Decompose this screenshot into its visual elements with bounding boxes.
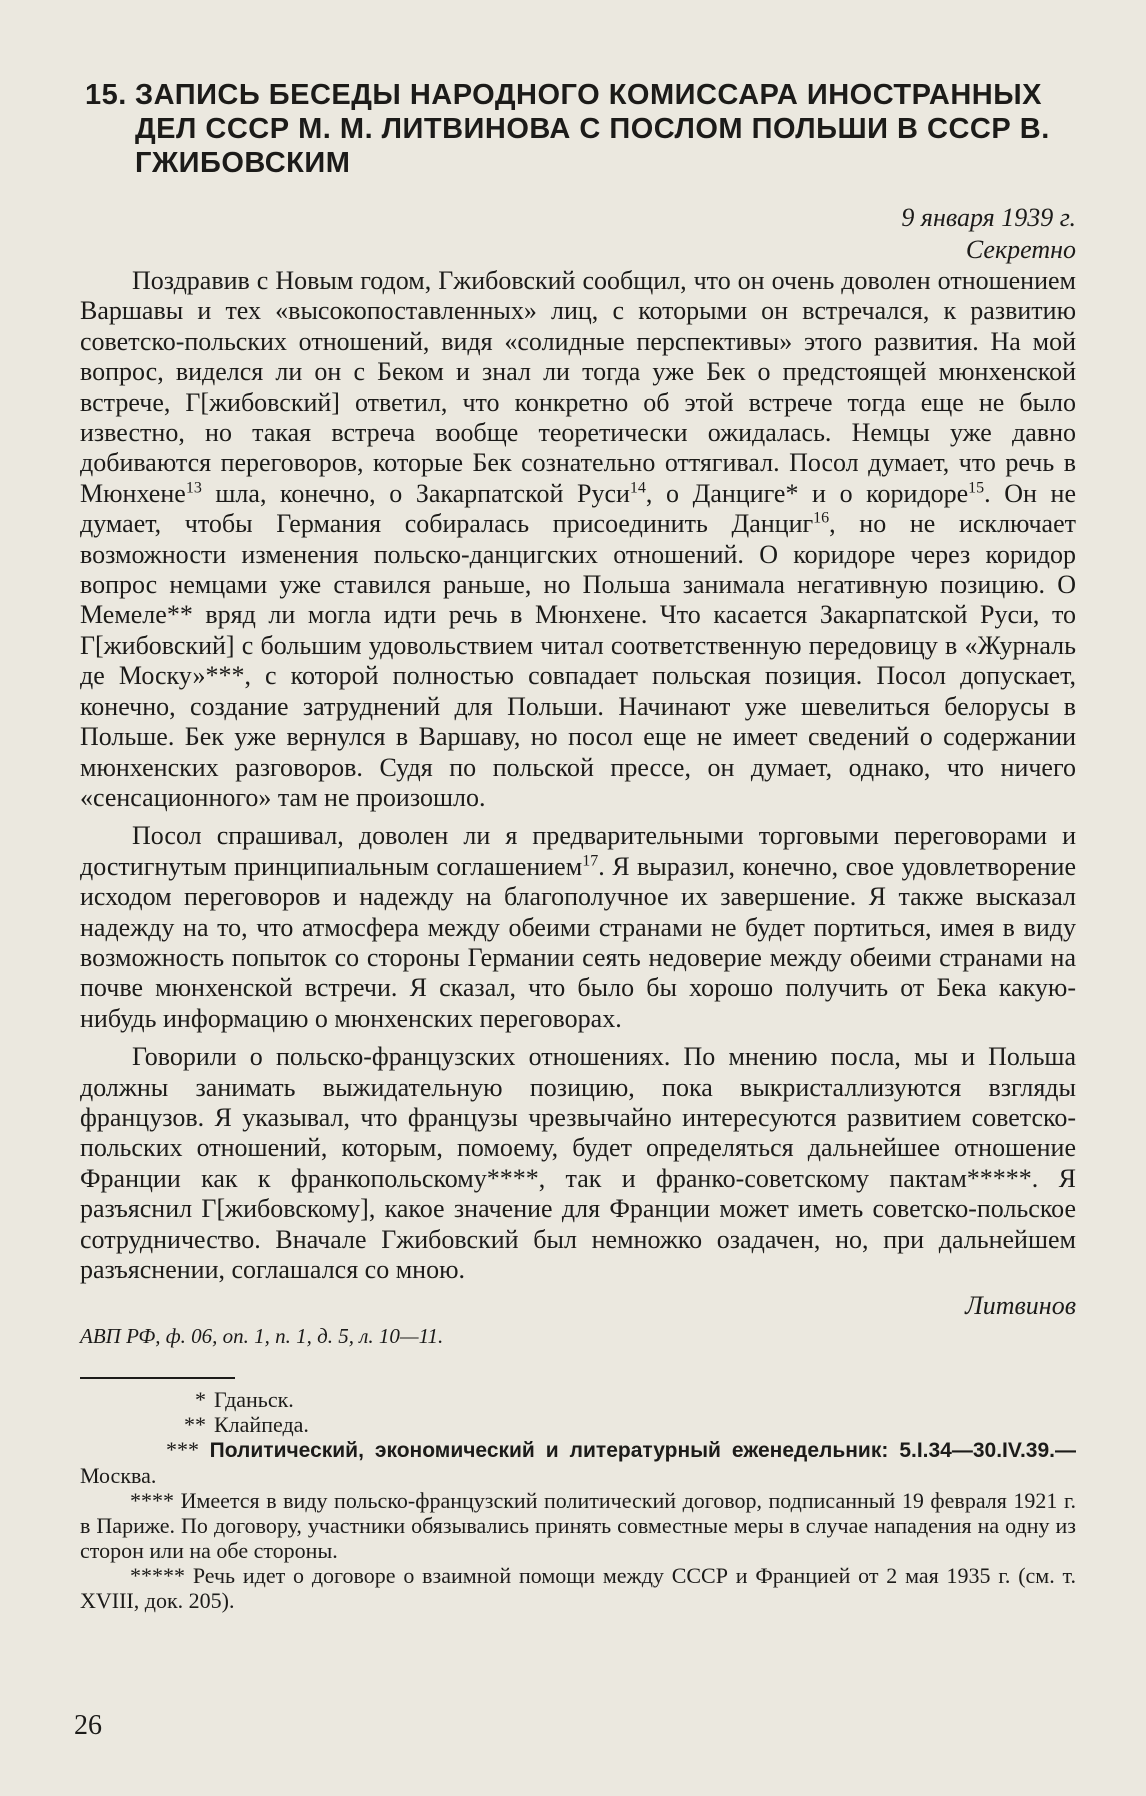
footnote-mark: ***** — [130, 1563, 185, 1589]
document-number: 15. — [85, 79, 127, 111]
footnote-reference: 17 — [582, 852, 599, 870]
footnote-divider — [80, 1377, 235, 1379]
footnote: *** Политический, экономический и литературный еженедельник: 5.I.34—30.IV.39.— Москва. — [80, 1437, 1076, 1489]
footnote: ** Клайпеда. — [80, 1412, 1076, 1437]
footnote-mark: **** — [130, 1488, 174, 1514]
footnote-reference: 13 — [185, 479, 202, 497]
footnote-reference: 16 — [813, 509, 830, 527]
paragraph: Посол спрашивал, доволен ли я предварительными торговыми переговорами и достигнутым принципиальным соглашением$^{17}$. Я выразил, конечно, свое удовлетворение исходом переговоров и надежду на благополучное их завершение. Я также высказал надежду на то, что атмосфера между обеими странами не будет портиться, имея в виду возможность попыток со стороны Германии сеять недоверие между обеими странами на почве мюнхенской встречи. Я сказал, что было бы хорошо получить от Бека какую-нибудь информацию о мюнхенских переговорах. — [80, 821, 1076, 1033]
footnote-mark: *** — [166, 1437, 199, 1463]
archive-reference: АВП РФ, ф. 06, оп. 1, п. 1, д. 5, л. 10—11. — [80, 1324, 444, 1349]
classification-mark: Секретно — [965, 235, 1076, 264]
document-date: 9 января 1939 г. — [901, 203, 1076, 232]
footnotes — [80, 1387, 1076, 1613]
document-heading — [85, 78, 1076, 180]
footnote-mark: * — [195, 1387, 206, 1413]
page-number: 26 — [74, 1710, 102, 1741]
footnote: ***** Речь идет о договоре о взаимной помощи между СССР и Францией от 2 мая 1935 г. (см. т. XVIII, док. 205). — [80, 1563, 1076, 1614]
footnote-mark: ** — [184, 1412, 206, 1438]
footnote-reference: 14 — [629, 479, 646, 497]
footnote: **** Имеется в виду польско-французский политический договор, подписанный 19 февраля 1921 г. в Париже. По договору, участники обязывались принять совместные меры в случае нападения на одну из сторон или на обе стороны. — [80, 1488, 1077, 1564]
footnote: * Гданьск. — [80, 1387, 1076, 1412]
paragraph: Поздравив с Новым годом, Гжибовский сообщил, что он очень доволен отношением Варшавы и тех «высокопоставленных» лиц, с которыми он встречался, к развитию советско-польских отношений, видя «солидные перспективы» этого развития. На мой вопрос, виделся ли он с Беком и знал ли тогда уже Бек о предстоящей мюнхенской встрече, Г[жибовский] ответил, что конкретно об этой встрече тогда еще не было известно, но такая встреча вообще теоретически ожидалась. Немцы уже давно добиваются переговоров, которые Бек сознательно оттягивал. Посол думает, что речь в Мюнхене$^{13}$ шла, конечно, о Закарпатской Руси$^{14}$, о Данциге* и о коридоре$^{15}$. Он не думает, чтобы Германия собиралась присоединить Данциг$^{16}$, но не исключает возможности изменения польско-данцигских отношений. О коридоре через коридор вопрос немцами уже ставился раньше, но Польша занимала негативную позицию. О Мемеле** вряд ли могла идти речь в Мюнхене. Что касается Закарпатской Руси, то Г[жибовский] с большим удовольствием читал соответственную передовицу в «Журналь де Моску»***, с которой полностью совпадает польская позиция. Посол допускает, конечно, создание затруднений для Польши. Начинают уже шевелиться белорусы в Польше. Бек уже вернулся в Варшаву, но посол еще не имеет сведений о содержании мюнхенских разговоров. Судя по польской прессе, он думает, однако, что ничего «сенсационного» там не произошло. — [80, 266, 1076, 812]
footnote-reference: 15 — [968, 479, 985, 497]
signature: Литвинов — [965, 1291, 1076, 1321]
document-body — [80, 266, 1076, 1285]
paragraph: Говорили о польско-французских отношениях. По мнению посла, мы и Польша должны занимать выжидательную позицию, пока выкристаллизуются взгляды французов. Я указывал, что французы чрезвычайно интересуются развитием советско-польских отношений, которым, помоему, будет определяться дальнейшее отношение Франции как к франкопольскому****, так и франко-советскому пактам*****. Я разъяснил Г[жибовскому], какое значение для Франции может иметь советско-польское сотрудничество. Вначале Гжибовский был немножко озадачен, но, при дальнейшем разъяснении, соглашался со мною. — [80, 1042, 1076, 1284]
document-title: ЗАПИСЬ БЕСЕДЫ НАРОДНОГО КОМИССАРА ИНОСТРАННЫХ ДЕЛ СССР М. М. ЛИТВИНОВА С ПОСЛОМ ПОЛЬШИ В СССР В. ГЖИБОВСКИМ — [135, 79, 1050, 179]
